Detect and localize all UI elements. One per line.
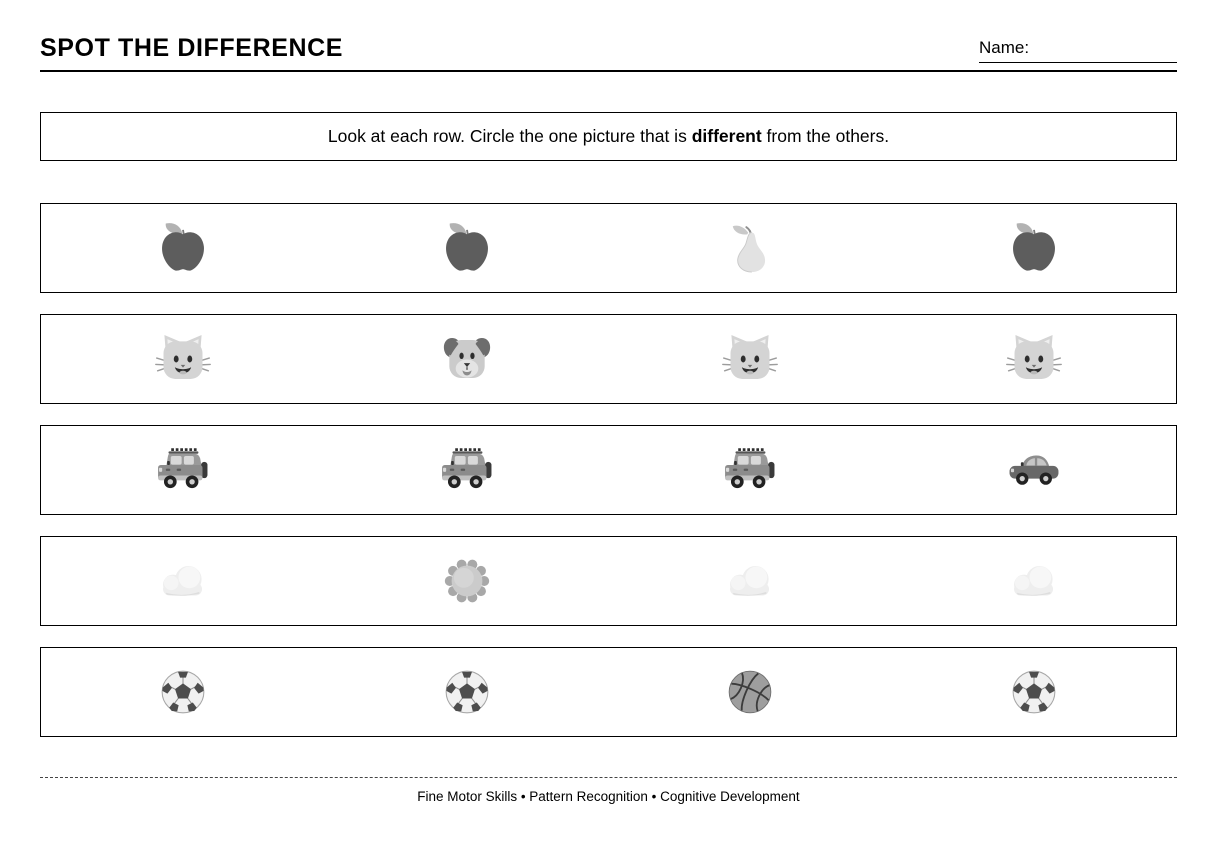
puzzle-row <box>40 314 1177 404</box>
cat-face-icon[interactable] <box>609 315 893 403</box>
puzzle-row <box>40 536 1177 626</box>
footer-skills-text: Fine Motor Skills • Pattern Recognition • Cognitive Development <box>417 789 800 804</box>
worksheet-header <box>40 34 1177 72</box>
apple-icon[interactable] <box>892 204 1176 292</box>
puzzle-row <box>40 647 1177 737</box>
apple-icon[interactable] <box>325 204 609 292</box>
suv-icon[interactable] <box>41 426 325 514</box>
dog-face-icon[interactable] <box>325 315 609 403</box>
puzzle-rows <box>40 203 1177 737</box>
suv-icon[interactable] <box>325 426 609 514</box>
car-icon[interactable] <box>892 426 1176 514</box>
cat-face-icon[interactable] <box>892 315 1176 403</box>
soccer-ball-icon[interactable] <box>41 648 325 736</box>
cloud-icon[interactable] <box>892 537 1176 625</box>
cloud-icon[interactable] <box>609 537 893 625</box>
puzzle-row <box>40 203 1177 293</box>
soccer-ball-icon[interactable] <box>892 648 1176 736</box>
name-label: Name: <box>979 38 1030 57</box>
sun-icon[interactable] <box>325 537 609 625</box>
instruction-text-after: from the others. <box>761 126 890 146</box>
instruction-bold-word: different <box>691 126 762 146</box>
name-field <box>979 38 1177 63</box>
cloud-icon[interactable] <box>41 537 325 625</box>
page-title: SPOT THE DIFFERENCE <box>40 34 344 62</box>
instruction-box <box>40 112 1177 161</box>
instruction-text-before: Look at each row. Circle the one picture that is <box>327 126 692 146</box>
puzzle-row <box>40 425 1177 515</box>
soccer-ball-icon[interactable] <box>325 648 609 736</box>
worksheet-footer <box>40 777 1177 804</box>
suv-icon[interactable] <box>609 426 893 514</box>
basketball-icon[interactable] <box>609 648 893 736</box>
apple-icon[interactable] <box>41 204 325 292</box>
cat-face-icon[interactable] <box>41 315 325 403</box>
pear-icon[interactable] <box>609 204 893 292</box>
